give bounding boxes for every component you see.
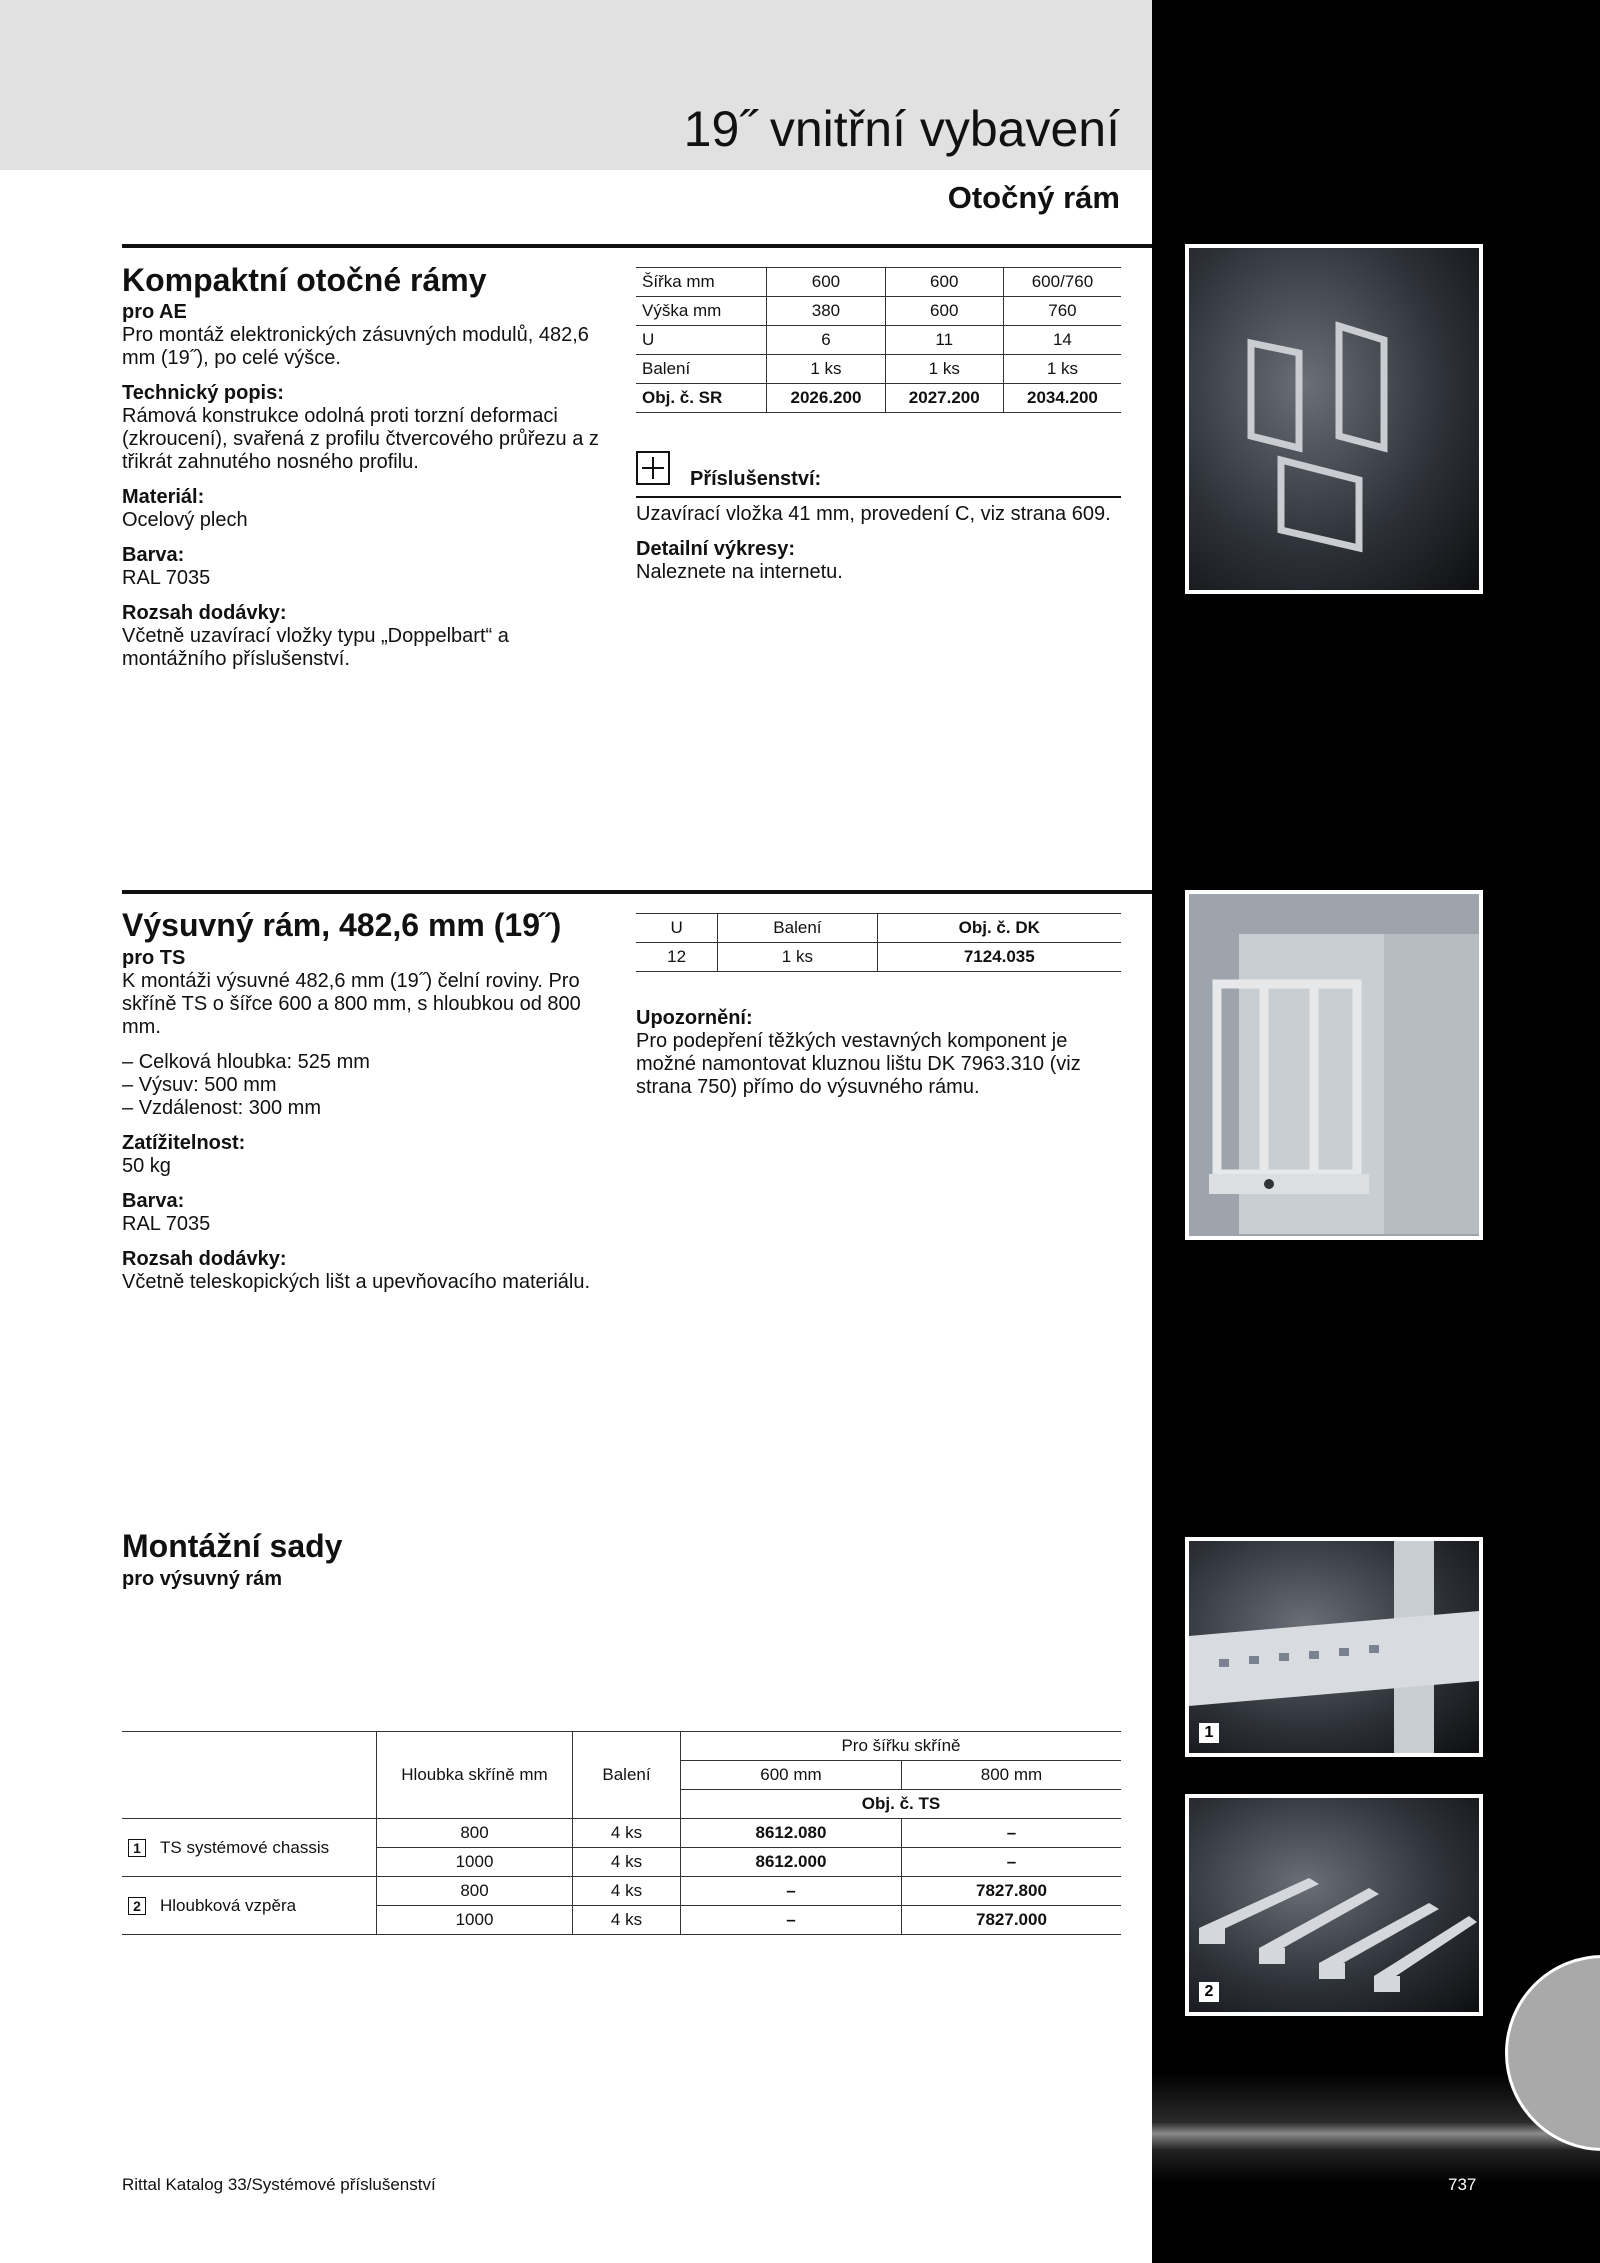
order-table-dk: U Balení Obj. č. DK 12 1 ks 7124.035: [636, 913, 1121, 972]
accessories-plus-icon: [636, 451, 670, 485]
photo-badge: 1: [1199, 1723, 1219, 1743]
section2-description: pro TS K montáži výsuvné 482,6 mm (19˝) čelní roviny. Pro skříně TS o šířce 600 a 800 mm, s hloubkou od 800 mm. – Celková hloubka: 525 mm – Výsuv: 500 mm – Vzdálenost: 300 mm Zatížitelnost: 50 kg Barva: RAL 7035 Rozsah dodávky: Včetně teleskopických lišt a upevňovacího materiálu.: [122, 947, 607, 1306]
accessories-label: Příslušenství:: [690, 468, 822, 490]
section-rule: [122, 244, 1152, 248]
table-row: U 6 11 14: [636, 326, 1121, 355]
section1-description: pro AE Pro montáž elektronických zásuvných modulů, 482,6 mm (19˝), po celé výšce. Technický popis: Rámová konstrukce odolná proti torzní deformaci (zkroucení), svařená z profilu čtvercového průřezu a z třikrát zahnutého nosného profilu. Materiál: Ocelový plech Barva: RAL 7035 Rozsah dodávky: Včetně uzavírací vložky typu „Doppelbart“ a montážního příslušenství.: [122, 301, 607, 683]
table-row: Výška mm 380 600 760: [636, 297, 1121, 326]
table-row: 1000 4 ks 8612.000 –: [122, 1848, 1121, 1877]
table-row: Obj. č. SR 2026.200 2027.200 2034.200: [636, 384, 1121, 413]
item-number-box: 1: [128, 1839, 146, 1857]
product-photo-chassis: [1185, 1537, 1483, 1757]
section-title: Kompaktní otočné rámy: [122, 262, 487, 298]
note: Upozornění: Pro podepření těžkých vestavných komponent je možné namontovat kluznou lištu DK 7963.310 (viz strana 750) přímo do výsuvného rámu.: [636, 1007, 1081, 1098]
table-row: Balení 1 ks 1 ks 1 ks: [636, 355, 1121, 384]
section-title: Montážní sady: [122, 1528, 343, 1564]
table-row: 1000 4 ks – 7827.000: [122, 1906, 1121, 1935]
page-subtitle: Otočný rám: [947, 180, 1120, 215]
section-title: Výsuvný rám, 482,6 mm (19˝): [122, 907, 562, 943]
list-item: – Celková hloubka: 525 mm: [122, 1051, 607, 1074]
for-label: pro TS: [122, 947, 186, 969]
page-title: 19˝ vnitřní vybavení: [683, 101, 1120, 157]
section-rule: [122, 890, 1152, 894]
table-row: Šířka mm 600 600 600/760: [636, 268, 1121, 297]
item-name: Hloubková vzpěra: [160, 1895, 297, 1915]
page-number: 737: [1448, 2175, 1477, 2194]
table-row: 2 Hloubková vzpěra 800 4 ks – 7827.800: [122, 1877, 1121, 1906]
footer-catalog: Rittal Katalog 33/Systémové příslušenství: [122, 2175, 436, 2194]
list-item: – Výsuv: 500 mm: [122, 1074, 607, 1097]
table-row: 1 TS systémové chassis 800 4 ks 8612.080 –: [122, 1819, 1121, 1848]
photo-badge: 2: [1199, 1982, 1219, 2002]
accessories-text: Uzavírací vložka 41 mm, provedení C, viz strana 609. Detailní výkresy: Naleznete na internetu.: [636, 503, 1111, 583]
item-name: TS systémové chassis: [160, 1837, 330, 1857]
spec-table: [636, 267, 1121, 413]
for-label: pro AE: [122, 301, 187, 323]
feature-list: [122, 1051, 607, 1120]
mounting-kit-table: Hloubka skříně mm Balení Pro šířku skříně 600 mm 800 mm Obj. č. TS 1 TS systémové chassis 800 4 ks 8612.080 – 1000 4 ks 8612.000 – 2 Hloubková vzpěra 800 4 ks – 7827.800 1000 4 ks – 7827.000: [122, 1731, 1121, 1935]
product-photo-pullout-frame: [1185, 890, 1483, 1240]
list-item: – Vzdálenost: 300 mm: [122, 1097, 607, 1120]
accessories-rule: [636, 496, 1121, 498]
product-photo-depth-struts: [1185, 1794, 1483, 2016]
product-photo-swing-frames: [1185, 244, 1483, 594]
for-label: pro výsuvný rám: [122, 1568, 283, 1590]
item-number-box: 2: [128, 1897, 146, 1915]
